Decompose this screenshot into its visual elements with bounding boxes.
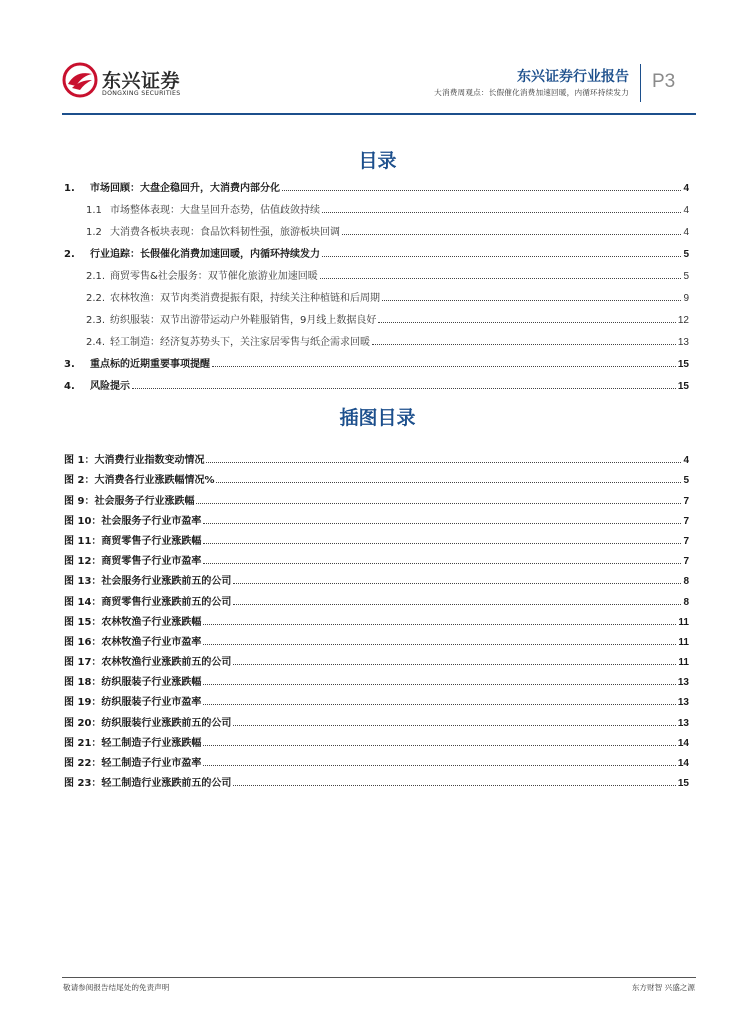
toc-entry-number: 3. [64, 359, 75, 370]
figure-leader-dots [233, 664, 676, 665]
toc-entry[interactable] [64, 216, 689, 238]
figure-entry-title: 图 11：商贸零售子行业涨跌幅 [64, 535, 202, 547]
figure-leader-dots [203, 684, 675, 685]
figure-entry-title: 图 1：大消费行业指数变动情况 [64, 455, 205, 467]
toc-entry-title: 轻工制造：经济复苏势头下，关注家居零售与纸企需求回暖 [110, 337, 370, 348]
figure-entry-page: 4 [683, 455, 689, 467]
figure-entry-title: 图 13：社会服务行业涨跌前五的公司 [64, 576, 232, 588]
toc-leader-dots [212, 366, 676, 367]
figure-leader-dots [203, 644, 676, 645]
footer-slogan: 东方财智 兴盛之源 [631, 983, 695, 992]
figure-leader-dots [203, 523, 681, 524]
figure-entry[interactable] [64, 547, 689, 567]
toc-entry-number: 1. [64, 183, 75, 194]
figures-heading: 插图目录 [339, 407, 416, 429]
toc-entry-number: 4. [64, 381, 75, 392]
figure-leader-dots [206, 462, 681, 463]
figure-entry-title: 图 10：社会服务子行业市盈率 [64, 515, 202, 527]
figure-entry-title: 图 9：社会服务子行业涨跌幅 [64, 495, 195, 507]
figure-leader-dots [216, 482, 681, 483]
figure-entry-title: 图 16：农林牧渔子行业市盈率 [64, 636, 202, 648]
figure-entry[interactable] [64, 769, 689, 789]
toc-leader-dots [372, 344, 676, 345]
toc-entry[interactable] [64, 260, 689, 282]
figure-leader-dots [233, 725, 675, 726]
toc-entry-page: 13 [677, 337, 689, 348]
toc-entry-number: 1.2 [86, 227, 102, 238]
figure-entry-page: 13 [677, 677, 689, 689]
figure-entry[interactable] [64, 608, 689, 628]
toc-entry-title: 农林牧渔：双节肉类消费提振有限，持续关注种植链和后周期 [110, 293, 380, 304]
table-of-contents [64, 172, 689, 392]
toc-entry-page: 5 [683, 249, 689, 260]
figure-list [64, 446, 689, 789]
figure-entry[interactable] [64, 507, 689, 527]
figure-entry-page: 13 [677, 717, 689, 729]
figure-entry[interactable] [64, 749, 689, 769]
figure-entry-page: 14 [677, 758, 689, 769]
figure-entry[interactable] [64, 668, 689, 688]
company-logo [62, 62, 182, 104]
toc-entry-title: 大消费各板块表现：食品饮料韧性强，旅游板块回调 [110, 227, 340, 238]
toc-entry-number: 2.2. [86, 293, 106, 304]
figure-entry-page: 8 [683, 576, 689, 588]
figure-leader-dots [203, 745, 675, 746]
figure-entry-title: 图 14：商贸零售行业涨跌前五的公司 [64, 596, 232, 608]
toc-entry-page: 15 [677, 359, 689, 370]
figure-entry-page: 13 [677, 697, 689, 709]
figure-entry[interactable] [64, 567, 689, 587]
toc-entry-number: 2.4. [86, 337, 106, 348]
toc-heading: 目录 [358, 150, 397, 172]
figure-entry-page: 11 [678, 636, 689, 648]
report-subtitle: 大消费周观点：长假催化消费加速回暖，内循环持续发力 [434, 88, 629, 97]
logo-name: 东兴证券 [102, 70, 181, 92]
figure-entry-page: 14 [677, 737, 689, 749]
toc-entry-number: 2.1. [86, 271, 106, 282]
figure-entry[interactable] [64, 729, 689, 749]
toc-entry-title: 商贸零售&社会服务：双节催化旅游业加速回暖 [110, 271, 318, 282]
figure-leader-dots [233, 583, 681, 584]
figure-leader-dots [203, 765, 675, 766]
figure-entry-page: 7 [683, 556, 689, 568]
toc-entry-page: 9 [683, 293, 689, 304]
toc-leader-dots [322, 256, 681, 257]
footer-rule [62, 977, 696, 978]
toc-entry-page: 5 [683, 271, 689, 282]
toc-entry[interactable] [64, 172, 689, 194]
page-number: P3 [652, 71, 676, 92]
figure-entry[interactable] [64, 486, 689, 506]
toc-entry-number: 2. [64, 249, 75, 260]
toc-leader-dots [132, 388, 676, 389]
toc-entry[interactable] [64, 304, 689, 326]
toc-entry-title: 市场回顾：大盘企稳回升，大消费内部分化 [90, 183, 280, 194]
figure-entry-title: 图 12：商贸零售子行业市盈率 [64, 556, 202, 568]
toc-entry-title: 纺织服装：双节出游带运动户外鞋服销售，9月线上数据良好 [110, 315, 377, 326]
figure-entry-title: 图 19：纺织服装子行业市盈率 [64, 697, 202, 709]
toc-entry[interactable] [64, 238, 689, 260]
figure-entry-title: 图 22：轻工制造子行业市盈率 [64, 758, 202, 769]
figure-entry-page: 7 [683, 515, 689, 527]
header-rule [62, 113, 696, 115]
toc-leader-dots [378, 322, 676, 323]
figure-entry[interactable] [64, 466, 689, 486]
figure-entry-page: 7 [683, 535, 689, 547]
figure-leader-dots [203, 704, 675, 705]
figure-entry[interactable] [64, 648, 689, 668]
toc-entry-title: 行业追踪：长假催化消费加速回暖，内循环持续发力 [90, 249, 320, 260]
figure-leader-dots [203, 624, 676, 625]
toc-entry-page: 4 [683, 205, 689, 216]
figure-leader-dots [203, 563, 681, 564]
toc-entry-page: 15 [677, 381, 689, 392]
toc-entry[interactable] [64, 194, 689, 216]
figure-entry-title: 图 2：大消费各行业涨跌幅情况% [64, 475, 215, 487]
toc-leader-dots [320, 278, 682, 279]
logo-english-name: DONGXING SECURITIES [102, 90, 181, 97]
toc-entry-number: 2.3. [86, 315, 106, 326]
figure-leader-dots [233, 604, 681, 605]
toc-entry-title: 重点标的近期重要事项提醒 [90, 359, 210, 370]
figure-entry[interactable] [64, 628, 689, 648]
figure-entry-page: 15 [677, 778, 689, 790]
header-divider [640, 64, 641, 102]
toc-leader-dots [322, 212, 681, 213]
figure-entry-title: 图 20：纺织服装行业涨跌前五的公司 [64, 717, 232, 729]
logo-mark-icon [62, 62, 98, 98]
toc-entry-page: 4 [683, 183, 689, 194]
toc-entry-number: 1.1 [86, 205, 102, 216]
toc-entry[interactable] [64, 348, 689, 370]
figure-entry[interactable] [64, 587, 689, 607]
figure-entry-title: 图 21：轻工制造子行业涨跌幅 [64, 737, 202, 749]
toc-leader-dots [382, 300, 681, 301]
figure-entry[interactable] [64, 446, 689, 466]
figure-entry-title: 图 15：农林牧渔子行业涨跌幅 [64, 616, 202, 628]
toc-leader-dots [282, 190, 681, 191]
figure-entry-title: 图 17：农林牧渔行业涨跌前五的公司 [64, 657, 232, 669]
toc-leader-dots [342, 234, 681, 235]
footer-disclaimer: 敬请参阅报告结尾处的免责声明 [63, 983, 170, 992]
figure-leader-dots [203, 543, 681, 544]
toc-entry[interactable] [64, 370, 689, 392]
toc-entry[interactable] [64, 282, 689, 304]
figure-entry-title: 图 23：轻工制造行业涨跌前五的公司 [64, 778, 232, 790]
figure-leader-dots [196, 503, 681, 504]
report-title: 东兴证券行业报告 [517, 69, 629, 85]
figure-entry-page: 8 [683, 596, 689, 608]
figure-entry[interactable] [64, 688, 689, 708]
toc-entry-title: 市场整体表现：大盘呈回升态势，估值歧敛持续 [110, 205, 320, 216]
figure-entry-title: 图 18：纺织服装子行业涨跌幅 [64, 677, 202, 689]
figure-entry[interactable] [64, 708, 689, 728]
figure-entry[interactable] [64, 527, 689, 547]
toc-entry[interactable] [64, 326, 689, 348]
toc-entry-page: 12 [677, 315, 689, 326]
toc-entry-page: 4 [683, 227, 689, 238]
figure-entry-page: 11 [678, 657, 689, 669]
figure-entry-page: 7 [683, 495, 689, 507]
toc-entry-title: 风险提示 [90, 381, 130, 392]
figure-leader-dots [233, 785, 675, 786]
figure-entry-page: 5 [683, 475, 689, 487]
figure-entry-page: 11 [678, 616, 689, 628]
